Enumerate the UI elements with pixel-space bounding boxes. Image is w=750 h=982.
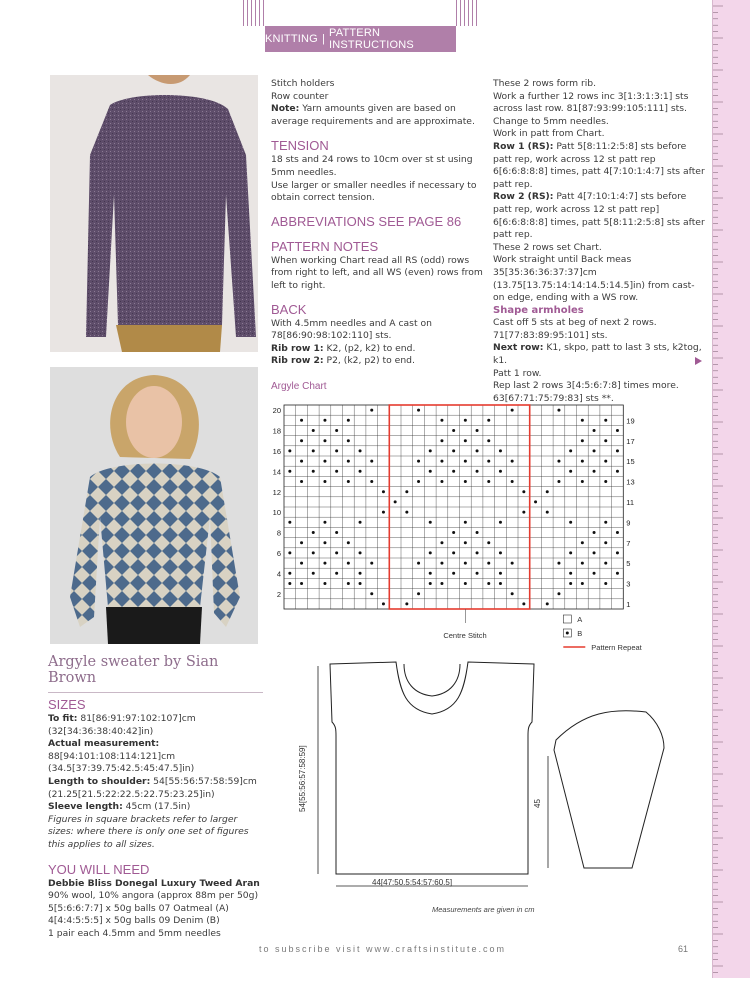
chart-dot xyxy=(593,531,596,534)
chart-row-label: 8 xyxy=(276,528,281,538)
chart-dot xyxy=(382,490,385,493)
chart-dot xyxy=(593,470,596,473)
pattern-title: Argyle sweater by Sian Brown xyxy=(48,654,219,686)
text-line: Row counter xyxy=(271,90,329,102)
chart-row-label: 13 xyxy=(626,477,635,487)
chart-dot xyxy=(335,551,338,554)
photo-sweater-back xyxy=(50,75,258,352)
text-line: Rib row 1: K2, (p2, k2) to end. xyxy=(271,342,416,354)
chart-dot xyxy=(604,541,607,544)
text-line: These 2 rows form rib. xyxy=(493,78,597,89)
chart-row-label: 5 xyxy=(626,559,631,569)
chart-dot xyxy=(288,449,291,452)
chart-dot xyxy=(487,460,490,463)
chart-dot xyxy=(440,582,443,585)
chart-dot xyxy=(300,541,303,544)
chart-dot xyxy=(359,572,362,575)
text-line: Use larger or smaller needles if necessary to obtain correct tension. xyxy=(271,179,477,204)
chart-dot xyxy=(452,572,455,575)
chart-dot xyxy=(312,429,315,432)
chart-dot xyxy=(300,419,303,422)
chart-dot xyxy=(487,562,490,565)
pattern-notes-heading: PATTERN NOTES xyxy=(271,238,379,254)
chart-dot xyxy=(604,460,607,463)
chart-dot xyxy=(511,592,514,595)
chart-row-label: 20 xyxy=(272,406,281,416)
chart-dot xyxy=(452,429,455,432)
chart-dot xyxy=(300,480,303,483)
chart-dot xyxy=(604,521,607,524)
chart-dot xyxy=(323,480,326,483)
chart-dot xyxy=(323,419,326,422)
chart-dot xyxy=(300,562,303,565)
size-line: Length to shoulder: 54[55:56:57:58:59]cm (21.25[21.5:22:22.5:22.75:23.25]in) xyxy=(48,775,257,800)
chart-dot xyxy=(569,572,572,575)
chart-row-label: 11 xyxy=(626,498,635,507)
chart-dot xyxy=(429,582,432,585)
size-line: Actual measurement: 88[94:101:108:114:121]cm (34.5[37:39.75:42.5:45:47.5]in) xyxy=(48,738,195,775)
chart-dot xyxy=(452,531,455,534)
chart-dot xyxy=(476,429,479,432)
chart-dot xyxy=(464,460,467,463)
chart-dot xyxy=(487,419,490,422)
chart-dot xyxy=(487,439,490,442)
chart-dot xyxy=(616,470,619,473)
chart-dot xyxy=(335,572,338,575)
chart-dot xyxy=(487,582,490,585)
back-heading: BACK xyxy=(271,301,307,317)
photo-sweater-front xyxy=(50,367,258,644)
text-line: Row 1 (RS): Patt 5[8:11:2:5:8] sts before patt rep, work across 12 st patt rep 6[6:6:8:8:8] times, patt 4[7:10:1:4:7] sts after patt rep. xyxy=(493,140,705,190)
chart-dot xyxy=(359,470,362,473)
chart-dot xyxy=(417,480,420,483)
chart-dot xyxy=(616,551,619,554)
chart-dot xyxy=(440,562,443,565)
chart-dot xyxy=(499,470,502,473)
chart-dot xyxy=(604,419,607,422)
title-divider xyxy=(48,692,263,693)
centre-stitch-label: Centre Stitch xyxy=(443,631,487,640)
chart-dot xyxy=(476,551,479,554)
chart-dot xyxy=(440,460,443,463)
sizes-heading: SIZES xyxy=(48,697,86,712)
chart-dot xyxy=(370,592,373,595)
chart-dot xyxy=(312,551,315,554)
chart-dot xyxy=(604,582,607,585)
chart-dot xyxy=(288,521,291,524)
chart-dot xyxy=(499,572,502,575)
chart-dot xyxy=(323,521,326,524)
chart-dot xyxy=(581,541,584,544)
chart-dot xyxy=(288,572,291,575)
chart-dot xyxy=(452,470,455,473)
chart-dot xyxy=(440,480,443,483)
shape-armholes-heading: Shape armholes xyxy=(493,304,584,316)
chart-dot xyxy=(581,460,584,463)
sleeve-outline xyxy=(554,711,664,868)
materials-list xyxy=(48,878,263,941)
chart-dot xyxy=(405,490,408,493)
yarn-line: 4[4:4:5:5:5] x 50g balls 09 Denim (B) xyxy=(48,915,220,927)
chart-dot xyxy=(569,551,572,554)
chart-dot xyxy=(417,460,420,463)
chart-dot xyxy=(569,449,572,452)
body-outline xyxy=(330,662,534,874)
chart-dot xyxy=(335,449,338,452)
key-swatch-a xyxy=(563,615,571,623)
chart-dot xyxy=(347,480,350,483)
chart-dot xyxy=(511,562,514,565)
chart-dot xyxy=(370,460,373,463)
text-line: Work a further 12 rows inc 3[1:3:1:3:1] sts across last row. 81[87:93:99:105:111] sts. xyxy=(493,90,689,115)
key-label-a: A xyxy=(577,615,583,624)
sizes-note: Figures in square brackets refer to larger sizes: where there is only one set of figures this applies to all sizes. xyxy=(48,813,249,850)
chart-dot xyxy=(557,592,560,595)
chart-title: Argyle Chart xyxy=(271,381,327,392)
chart-dot xyxy=(405,511,408,514)
key-label-repeat: Pattern Repeat xyxy=(591,643,642,652)
chart-dot xyxy=(429,470,432,473)
text-line: Rib row 2: P2, (k2, p2) to end. xyxy=(271,355,415,367)
chart-dot xyxy=(347,439,350,442)
chart-dot xyxy=(405,602,408,605)
chart-dot xyxy=(440,439,443,442)
chart-dot xyxy=(347,582,350,585)
chart-dot xyxy=(312,449,315,452)
text-line: Work in patt from Chart. xyxy=(493,128,605,140)
chart-dot xyxy=(440,419,443,422)
chart-dot xyxy=(429,521,432,524)
chart-dot xyxy=(487,480,490,483)
chart-dot xyxy=(429,572,432,575)
chart-dot xyxy=(476,531,479,534)
neck-inner xyxy=(404,664,460,696)
chart-dot xyxy=(581,419,584,422)
chart-dot xyxy=(593,551,596,554)
chart-dot xyxy=(511,409,514,412)
text-line: These 2 rows set Chart. xyxy=(493,241,602,253)
chart-dot xyxy=(382,602,385,605)
chart-row-label: 3 xyxy=(626,579,631,589)
you-will-need-heading: YOU WILL NEED xyxy=(48,861,150,877)
chart-row-label: 17 xyxy=(626,436,635,446)
chart-dot xyxy=(359,582,362,585)
chart-dot xyxy=(370,480,373,483)
chart-dot xyxy=(417,562,420,565)
yarn-line: 5[5:6:6:7:7] x 50g balls 07 Oatmeal (A) xyxy=(48,902,229,914)
banner-stripes-left xyxy=(243,0,265,26)
chart-dot xyxy=(300,460,303,463)
chart-dot xyxy=(593,429,596,432)
text-line: When working Chart read all RS (odd) rows from right to left, and all WS (even) rows from left to right. xyxy=(271,254,483,291)
chart-dot xyxy=(557,480,560,483)
sizes-list xyxy=(48,713,263,852)
chart-dot xyxy=(359,449,362,452)
chart-row-label: 12 xyxy=(272,487,281,497)
continue-arrow-icon xyxy=(695,357,702,365)
page-number: 61 xyxy=(678,944,689,954)
text-line: Work straight until Back meas 35[35:36:36:37:37]cm (13.75[13.75:14:14:14.5:14.5]in) from cast-on edge, ending with a WS row. xyxy=(493,254,695,304)
text-line: Row 2 (RS): Patt 4[7:10:1:4:7] sts before patt rep, work across 12 st patt rep] 6[6:6:8:8:8] times, patt 5[8:11:2:5:8] sts after patt rep. xyxy=(493,191,705,241)
chart-dot xyxy=(581,582,584,585)
chart-dot xyxy=(347,419,350,422)
chart-dot xyxy=(464,541,467,544)
chart-dot xyxy=(300,582,303,585)
chart-dot xyxy=(499,551,502,554)
chart-dot xyxy=(499,582,502,585)
chart-dot xyxy=(569,470,572,473)
chart-dot xyxy=(323,439,326,442)
chart-row-label: 7 xyxy=(626,538,631,548)
section-banner: KNITTING | PATTERN INSTRUCTIONS xyxy=(265,26,456,52)
chart-dot xyxy=(464,480,467,483)
chart-dot xyxy=(347,562,350,565)
chart-dot xyxy=(335,470,338,473)
chart-dot xyxy=(557,460,560,463)
chart-dot xyxy=(288,582,291,585)
chart-dot xyxy=(487,541,490,544)
chart-row-label: 15 xyxy=(626,457,635,467)
chart-dot xyxy=(464,439,467,442)
chart-dot xyxy=(452,551,455,554)
chart-dot xyxy=(347,460,350,463)
chart-dot xyxy=(616,429,619,432)
chart-dot xyxy=(499,521,502,524)
chart-dot xyxy=(370,409,373,412)
banner-section: KNITTING xyxy=(265,33,318,45)
chart-dot xyxy=(522,602,525,605)
yarn-line: 90% wool, 10% angora (approx 88m per 50g) xyxy=(48,890,259,902)
yarn-name: Debbie Bliss Donegal Luxury Tweed Aran xyxy=(48,877,260,889)
chart-row-label: 19 xyxy=(626,416,635,426)
key-dot-b xyxy=(566,632,569,635)
chart-dot xyxy=(323,460,326,463)
chart-dot xyxy=(569,521,572,524)
chart-dot xyxy=(370,562,373,565)
body-width-label: 44[47:50.5:54:57:60.5] xyxy=(372,878,453,887)
chart-dot xyxy=(312,572,315,575)
ruler xyxy=(712,0,750,978)
chart-dot xyxy=(312,470,315,473)
chart-dot xyxy=(429,551,432,554)
chart-row-label: 4 xyxy=(276,569,281,579)
chart-dot xyxy=(429,449,432,452)
chart-dot xyxy=(464,562,467,565)
chart-dot xyxy=(522,511,525,514)
text-line: Change to 5mm needles. xyxy=(493,115,609,127)
chart-dot xyxy=(557,562,560,565)
size-line: To fit: 81[86:91:97:102:107]cm (32[34:36:38:40:42]in) xyxy=(48,713,196,737)
chart-dot xyxy=(335,429,338,432)
ruler-ticks xyxy=(713,0,750,978)
chart-row-label: 6 xyxy=(276,549,281,558)
chart-dot xyxy=(616,449,619,452)
chart-dot xyxy=(581,480,584,483)
chart-dot xyxy=(394,500,397,503)
chart-dot xyxy=(359,551,362,554)
chart-dot xyxy=(616,572,619,575)
chart-dot xyxy=(604,439,607,442)
chart-dot xyxy=(464,521,467,524)
chart-row-label: 9 xyxy=(626,518,631,528)
chart-dot xyxy=(581,439,584,442)
chart-row-label: 18 xyxy=(272,426,281,436)
chart-dot xyxy=(417,592,420,595)
banner-subsection: PATTERN INSTRUCTIONS xyxy=(329,27,414,51)
right-column xyxy=(493,78,705,405)
banner-stripes-right xyxy=(456,0,478,26)
key-label-b: B xyxy=(577,629,583,638)
chart-dot xyxy=(312,531,315,534)
chart-row-label: 2 xyxy=(276,589,281,599)
chart-dot xyxy=(382,511,385,514)
argyle-chart xyxy=(268,398,668,654)
chart-dot xyxy=(288,551,291,554)
chart-dot xyxy=(464,582,467,585)
chart-dot xyxy=(593,572,596,575)
chart-row-label: 1 xyxy=(626,600,631,609)
left-column xyxy=(48,654,263,941)
chart-dot xyxy=(323,582,326,585)
text-line: With 4.5mm needles and A cast on 78[86:90:98:102:110] sts. xyxy=(271,317,432,342)
chart-dot xyxy=(511,480,514,483)
chart-row-label: 10 xyxy=(272,508,281,518)
chart-row-label: 16 xyxy=(272,447,281,456)
chart-dot xyxy=(476,572,479,575)
text-line: Rep last 2 rows 3[4:5:6:7:8] times more. 63[67:71:75:79:83] sts **. xyxy=(493,380,679,404)
chart-dot xyxy=(593,449,596,452)
chart-dot xyxy=(546,602,549,605)
chart-dot xyxy=(440,541,443,544)
text-line: Patt 1 row. xyxy=(493,367,542,379)
chart-dot xyxy=(604,562,607,565)
yarn-line: 1 pair each 4.5mm and 5mm needles xyxy=(48,927,221,939)
chart-dot xyxy=(569,582,572,585)
tension-heading: TENSION xyxy=(271,138,329,154)
chart-dot xyxy=(557,409,560,412)
chart-dot xyxy=(546,490,549,493)
chart-dot xyxy=(323,562,326,565)
text-line: 18 sts and 24 rows to 10cm over st st using 5mm needles. xyxy=(271,154,473,178)
chart-dot xyxy=(511,460,514,463)
chart-dot xyxy=(359,521,362,524)
chart-dot xyxy=(417,409,420,412)
chart-dot xyxy=(452,449,455,452)
chart-dot xyxy=(581,562,584,565)
chart-row-label: 14 xyxy=(272,467,281,477)
size-line: Sleeve length: 45cm (17.5in) xyxy=(48,801,191,813)
text-line: Stitch holders xyxy=(271,78,335,89)
chart-dot xyxy=(300,439,303,442)
chart-dot xyxy=(546,511,549,514)
chart-dot xyxy=(347,541,350,544)
chart-dot xyxy=(288,470,291,473)
text-line: Note: Yarn amounts given are based on average requirements and are approximate. xyxy=(271,103,475,127)
text-line: Cast off 5 sts at beg of next 2 rows. 71[77:83:89:95:101] sts. xyxy=(493,317,657,341)
sleeve-length-label: 45 xyxy=(533,799,542,808)
chart-dot xyxy=(499,449,502,452)
garment-schematic xyxy=(292,652,692,914)
chart-dot xyxy=(476,449,479,452)
chart-dot xyxy=(604,480,607,483)
chart-dot xyxy=(464,419,467,422)
chart-dot xyxy=(323,541,326,544)
abbreviations-heading: ABBREVIATIONS SEE PAGE 86 xyxy=(271,213,462,229)
chart-dot xyxy=(335,531,338,534)
chart-dot xyxy=(534,500,537,503)
measurements-note: Measurements are given in cm xyxy=(432,905,535,914)
footer-subscribe: to subscribe visit www.craftsinstitute.com xyxy=(259,944,507,954)
chart-dot xyxy=(476,470,479,473)
body-length-label: 54[55:56:57:58:59] xyxy=(298,745,307,812)
chart-dot xyxy=(616,531,619,534)
middle-column xyxy=(271,78,483,368)
chart-dot xyxy=(522,490,525,493)
text-line: Next row: K1, skpo, patt to last 3 sts, k2tog, k1. xyxy=(493,342,702,367)
